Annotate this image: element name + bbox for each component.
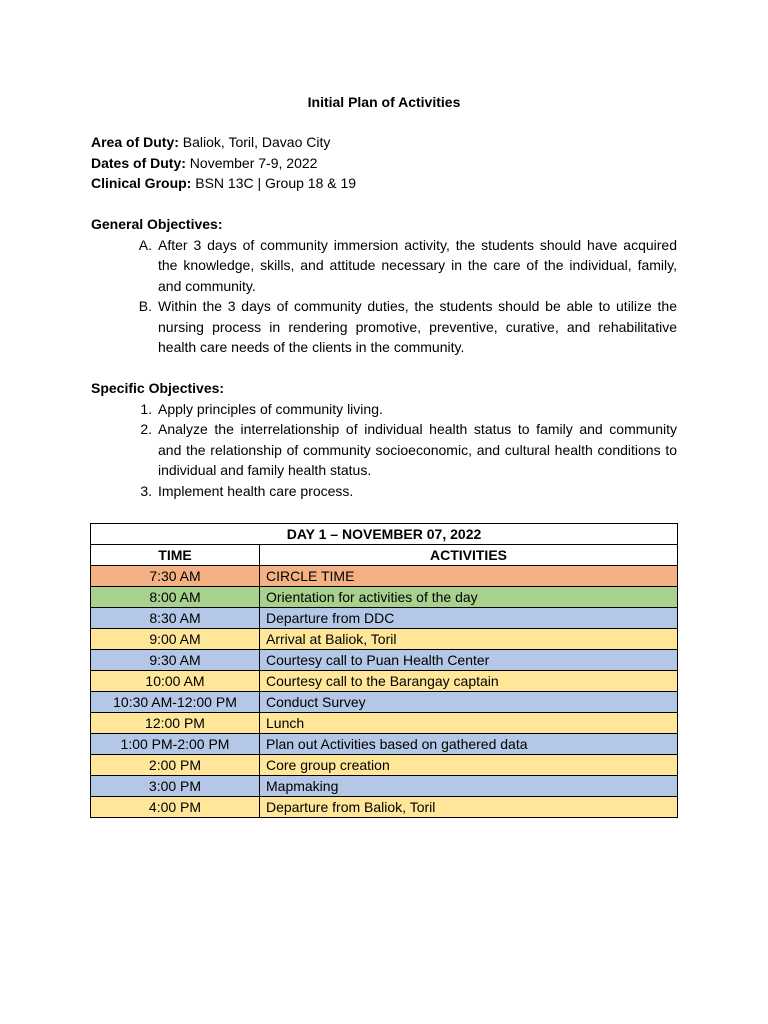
table-row <box>91 671 678 692</box>
column-header-activities: ACTIVITIES <box>260 545 678 566</box>
list-marker: 3. <box>140 482 152 499</box>
list-marker: 2. <box>140 421 152 437</box>
time-cell: 9:30 AM <box>91 650 260 671</box>
activity-cell: Orientation for activities of the day <box>260 587 678 608</box>
list-marker: A. <box>138 236 152 253</box>
activity-cell: Plan out Activities based on gathered data <box>260 734 678 755</box>
table-row <box>91 776 678 797</box>
table-row <box>91 692 678 713</box>
clinical-group <box>91 173 677 194</box>
dates-label: Dates of Duty: <box>91 154 186 171</box>
list-item <box>91 235 677 297</box>
general-objectives-heading: General Objectives: <box>91 216 223 232</box>
time-cell: 10:30 AM-12:00 PM <box>91 692 260 713</box>
specific-objectives-heading: Specific Objectives: <box>91 380 225 396</box>
table-row <box>91 608 678 629</box>
area-label: Area of Duty: <box>91 134 179 150</box>
table-row <box>91 566 678 587</box>
time-cell: 1:00 PM-2:00 PM <box>91 734 260 755</box>
time-cell: 9:00 AM <box>91 629 260 650</box>
column-header-time: TIME <box>91 545 260 566</box>
dates-value: November 7-9, 2022 <box>185 154 318 171</box>
general-objectives-list <box>91 235 677 358</box>
activity-cell: CIRCLE TIME <box>260 566 678 587</box>
list-item <box>91 419 677 481</box>
time-cell: 2:00 PM <box>91 755 260 776</box>
list-marker: 1. <box>140 400 152 417</box>
dates-of-duty <box>91 153 677 174</box>
list-item <box>91 296 677 358</box>
group-label: Clinical Group: <box>91 175 192 191</box>
day-header: DAY 1 – NOVEMBER 07, 2022 <box>91 524 678 545</box>
table-row <box>91 755 678 776</box>
list-text: Analyze the interrelationship of individual health status to family and community and the relationship of community socioeconomic, and cultural health conditions to individual and family health status. <box>158 421 677 478</box>
time-cell: 7:30 AM <box>91 566 260 587</box>
activity-cell: Courtesy call to the Barangay captain <box>260 671 678 692</box>
schedule-table <box>90 523 678 818</box>
specific-objectives-list <box>91 399 677 502</box>
group-value: BSN 13C | Group 18 & 19 <box>191 175 357 191</box>
time-cell: 8:00 AM <box>91 587 260 608</box>
area-of-duty <box>91 132 677 153</box>
list-text: Implement health care process. <box>158 482 354 499</box>
time-cell: 10:00 AM <box>91 671 260 692</box>
activity-cell: Lunch <box>260 713 678 734</box>
activity-cell: Mapmaking <box>260 776 678 797</box>
list-text: Apply principles of community living. <box>158 400 383 417</box>
time-cell: 8:30 AM <box>91 608 260 629</box>
table-row <box>91 797 678 818</box>
list-marker: B. <box>138 298 152 314</box>
table-row <box>91 713 678 734</box>
time-cell: 4:00 PM <box>91 797 260 818</box>
activity-cell: Departure from DDC <box>260 608 678 629</box>
document-body <box>91 92 677 501</box>
list-text: After 3 days of community immersion activity, the students should have acquired the knowledge, skills, and attitude necessary in the care of the individual, family, and community. <box>158 236 677 294</box>
list-item <box>91 399 677 420</box>
time-cell: 12:00 PM <box>91 713 260 734</box>
activity-cell: Conduct Survey <box>260 692 678 713</box>
list-item <box>91 481 677 502</box>
table-row <box>91 734 678 755</box>
table-row <box>91 587 678 608</box>
table-row <box>91 650 678 671</box>
page-title: Initial Plan of Activities <box>307 94 461 110</box>
activity-cell: Core group creation <box>260 755 678 776</box>
list-text: Within the 3 days of community duties, the students should be able to utilize the nursing process in rendering promotive, preventive, curative, and rehabilitative health care needs of the clients in the community. <box>158 298 677 355</box>
activity-cell: Arrival at Baliok, Toril <box>260 629 678 650</box>
activity-cell: Courtesy call to Puan Health Center <box>260 650 678 671</box>
activity-cell: Departure from Baliok, Toril <box>260 797 678 818</box>
table-row <box>91 629 678 650</box>
area-value: Baliok, Toril, Davao City <box>178 134 331 150</box>
time-cell: 3:00 PM <box>91 776 260 797</box>
